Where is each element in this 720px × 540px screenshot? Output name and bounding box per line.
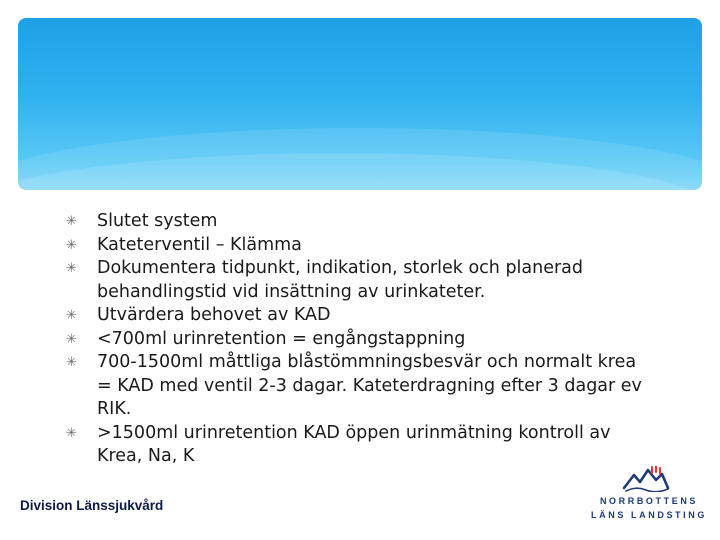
bullet-icon: ✳ — [66, 425, 77, 441]
list-item — [66, 351, 646, 422]
bullet-icon: ✳ — [66, 261, 77, 276]
division-label: Division Länssjukvård — [20, 498, 164, 513]
bullet-text: Kateterventil – Klämma — [97, 234, 302, 255]
bullet-list — [66, 210, 646, 469]
bullet-text: Dokumentera tidpunkt, indikation, storlek och planerad behandlingstid vid insättning av urinkateter. — [97, 258, 584, 302]
bullet-text: 700-1500ml måttliga blåstömmningsbesvär och normalt krea = KAD med ventil 2-3 dagar. Kateterdragning efter 3 dagar ev RIK. — [97, 352, 642, 419]
norrbotten-logo-icon — [622, 466, 670, 492]
list-item — [66, 304, 646, 328]
bullet-text: Slutet system — [97, 211, 218, 231]
list-item — [66, 234, 646, 258]
list-item — [66, 257, 646, 304]
logo-text-line1: NORRBOTTENS — [599, 496, 699, 506]
bullet-icon: ✳ — [66, 308, 77, 323]
bullet-text: <700ml urinretention = engångstappning — [97, 328, 466, 349]
list-item — [66, 422, 646, 469]
bullet-icon: ✳ — [66, 237, 77, 253]
bullet-icon: ✳ — [66, 214, 77, 229]
bullet-text: Utvärdera behovet av KAD — [97, 305, 331, 325]
bullet-icon: ✳ — [66, 331, 77, 347]
bullet-text: >1500ml urinretention KAD öppen urinmätning kontroll av Krea, Na, K — [97, 422, 611, 466]
list-item — [66, 328, 646, 352]
bullet-icon: ✳ — [66, 355, 77, 370]
organization-logo — [584, 466, 714, 526]
logo-text-line2: LÄNS LANDSTING — [591, 510, 707, 520]
header-banner — [18, 18, 702, 190]
list-item — [66, 210, 646, 234]
